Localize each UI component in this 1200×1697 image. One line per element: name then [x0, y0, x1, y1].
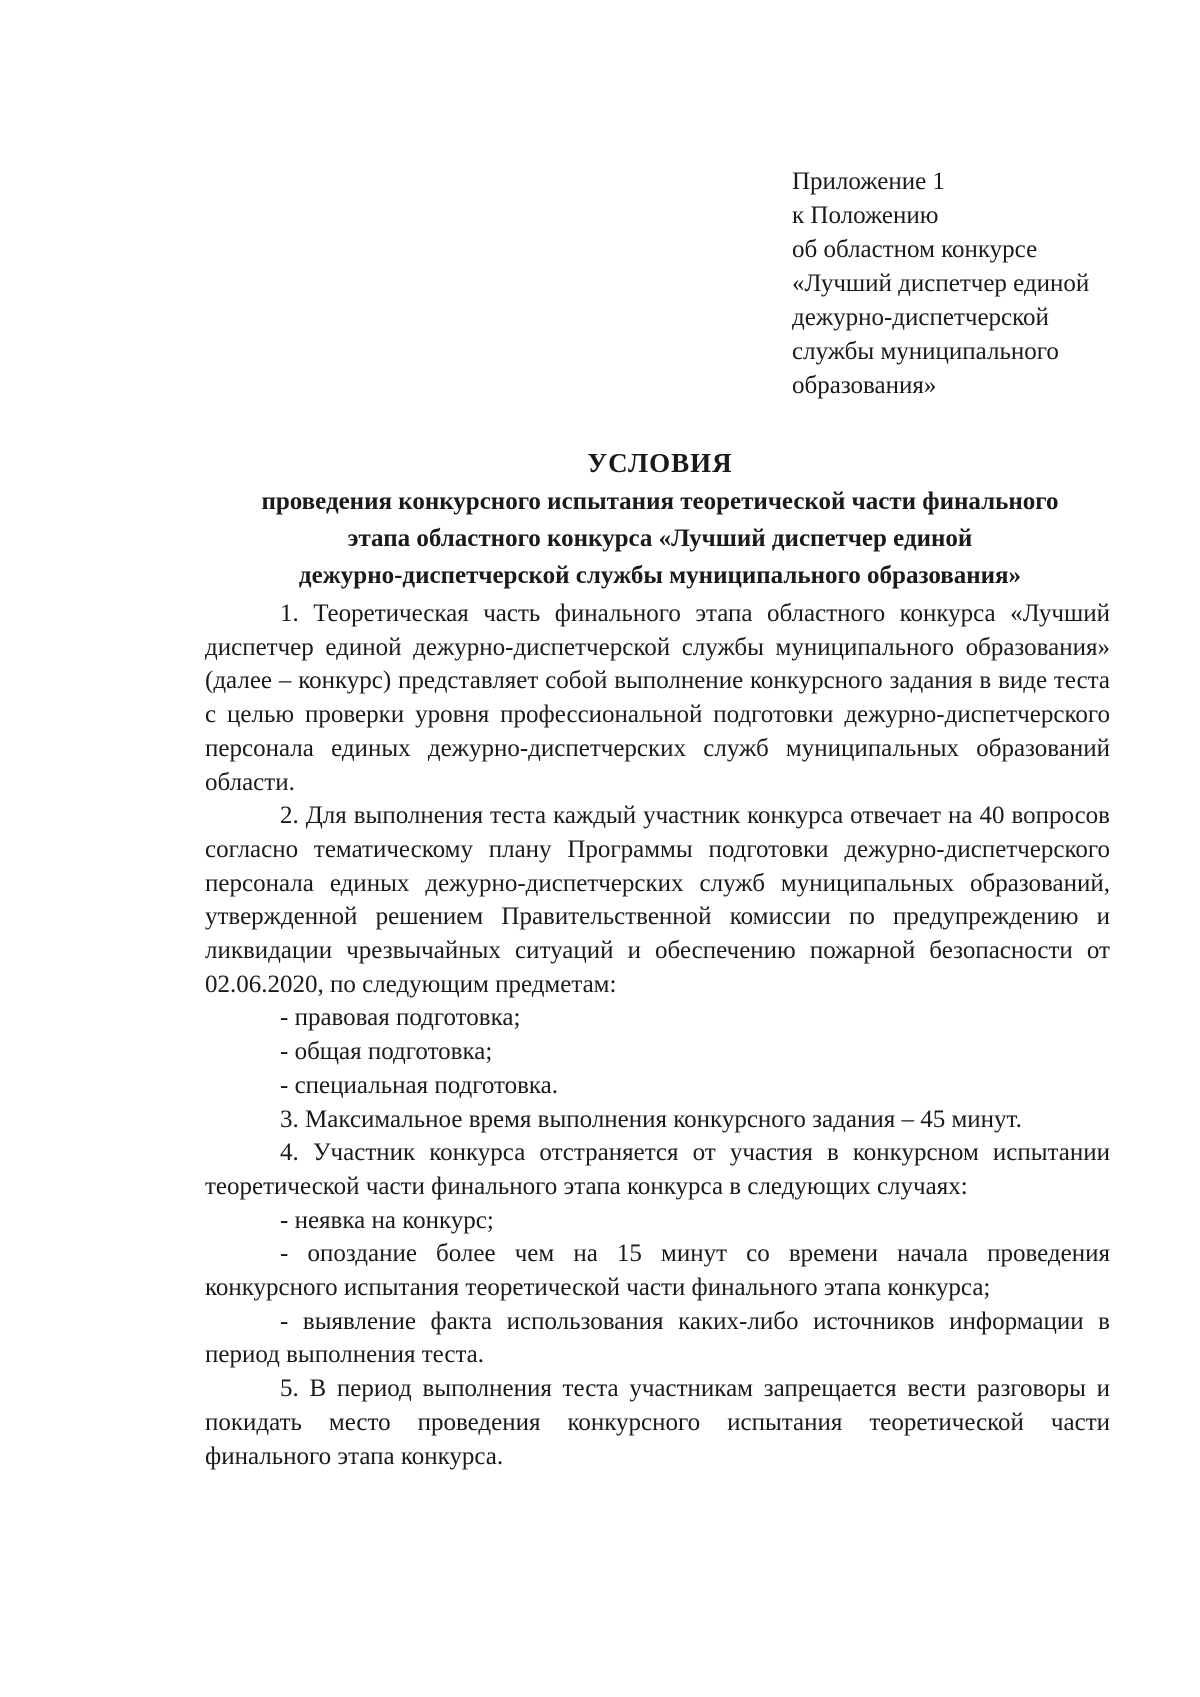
appendix-line: об областном конкурсе: [792, 236, 1038, 263]
subject-item: - общая подготовка;: [280, 1038, 493, 1066]
appendix-line: службы муниципального: [792, 338, 1059, 365]
appendix-line: к Положению: [792, 202, 939, 229]
paragraph-3: 3. Максимальное время выполнения конкурсного задания – 45 минут.: [280, 1105, 1022, 1133]
appendix-line: Приложение 1: [792, 168, 945, 195]
appendix-line: образования»: [792, 372, 937, 399]
subject-item: - правовая подготовка;: [280, 1004, 521, 1032]
appendix-line: «Лучший диспетчер единой: [792, 270, 1090, 297]
case-item: - опоздание более чем на 15 минут со времени начала проведения конкурсного испытания теоретической части финального этапа конкурса;: [205, 1240, 1110, 1302]
appendix-line: дежурно-диспетчерской: [792, 304, 1049, 331]
paragraph-1: 1. Теоретическая часть финального этапа областного конкурса «Лучший диспетчер единой дежурно-диспетчерской службы муниципального образования» (далее – конкурс) представляет собой выполнение конкурсного задания в виде теста с целью проверки уровня профессиональной подготовки дежурно-диспетчерского персонала единых дежурно-диспетчерских служб муниципальных образований области.: [205, 600, 1110, 796]
document-title: [200, 445, 1120, 594]
appendix-note: [792, 165, 1089, 403]
case-item: - неявка на конкурс;: [280, 1206, 494, 1234]
document-body: [205, 597, 1110, 1473]
title-heading: УСЛОВИЯ: [587, 448, 733, 478]
case-item: - выявление факта использования каких-либо источников информации в период выполнения теста.: [205, 1307, 1110, 1369]
paragraph-2: 2. Для выполнения теста каждый участник конкурса отвечает на 40 вопросов согласно тематическому плану Программы подготовки дежурно-диспетчерского персонала единых дежурно-диспетчерских служб муниципальных образований, утвержденной решением Правительственной комиссии по предупреждению и ликвидации чрезвычайных ситуаций и обеспечению пожарной безопасности от 02.06.2020, по следующим предметам:: [205, 802, 1110, 998]
title-line: проведения конкурсного испытания теоретической части финального: [261, 488, 1059, 515]
paragraph-4: 4. Участник конкурса отстраняется от участия в конкурсном испытании теоретической части финального этапа конкурса в следующих случаях:: [205, 1139, 1110, 1200]
title-line: этапа областного конкурса «Лучший диспетчер единой: [347, 525, 973, 552]
paragraph-5: 5. В период выполнения теста участникам запрещается вести разговоры и покидать место проведения конкурсного испытания теоретической части финального этапа конкурса.: [205, 1375, 1110, 1470]
title-line: дежурно-диспетчерской службы муниципального образования»: [298, 562, 1022, 589]
subject-item: - специальная подготовка.: [280, 1071, 559, 1099]
